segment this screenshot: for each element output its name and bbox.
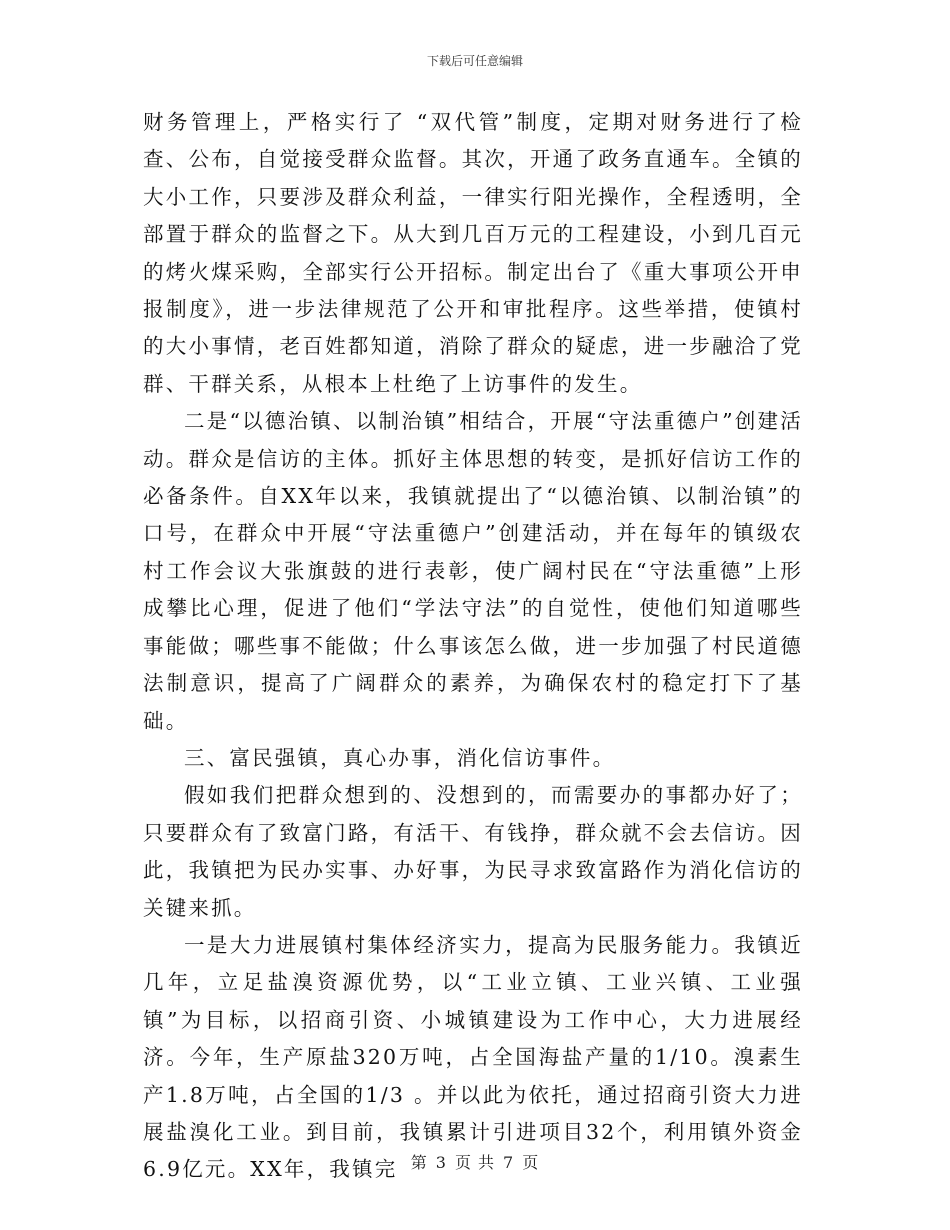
page-suffix: 页 <box>522 1153 540 1172</box>
paragraph: 财务管理上，严格实行了 “双代管”制度，定期对财务进行了检查、公布，自觉接受群众监督。其次，开通了政务直通车。全镇的大小工作，只要涉及群众利益，一律实行阳光操作，全程透明，全部置于群众的监督之下。从大到几百万元的工程建设，小到几百元的烤火煤采购，全部实行公开招标。制定出台了《重大事项公开申报制度》，进一步法律规范了公开和审批程序。这些举措，使镇村的大小事情，老百姓都知道，消除了群众的疑虑，进一步融洽了党群、干群关系，从根本上杜绝了上访事件的发生。 <box>143 110 803 396</box>
document-body <box>143 104 803 1189</box>
page-header: 下载后可任意编辑 <box>426 54 523 68</box>
page-middle: 页 共 <box>454 1153 496 1172</box>
paragraph: 一是大力进展镇村集体经济实力，提高为民服务能力。我镇近几年，立足盐溴资源优势，以“工业立镇、工业兴镇、工业强镇”为目标，以招商引资、小城镇建设为工作中心，大力进展经济。今年，生产原盐320万吨，占全国海盐产量的1/10。溴素生产1.8万吨，占全国的1/3 。并以此为依托，通过招商引资大力进展盐溴化工业。到目前，我镇累计引进项目32个，利用镇外资金6.9亿元。XX年，我镇完 <box>143 932 803 1182</box>
section-heading: 三、富民强镇，真心办事，消化信访事件。 <box>184 745 616 770</box>
paragraph: 假如我们把群众想到的、没想到的，而需要办的事都办好了；只要群众有了致富门路，有活干、有钱挣，群众就不会去信访。因此，我镇把为民办实事、办好事，为民寻求致富路作为消化信访的关键来抓。 <box>143 783 803 920</box>
paragraph: 二是“以德治镇、以制治镇”相结合，开展“守法重德户”创建活动。群众是信访的主体。抓好主体思想的转变，是抓好信访工作的必备条件。自XX年以来，我镇就提出了“以德治镇、以制治镇”的口号，在群众中开展“守法重德户”创建活动，并在每年的镇级农村工作会议大张旗鼓的进行表彰，使广阔村民在“守法重德”上形成攀比心理，促进了他们“学法守法”的自觉性，使他们知道哪些事能做；哪些事不能做；什么事该怎么做，进一步加强了村民道德法制意识，提高了广阔群众的素养，为确保农村的稳定打下了基础。 <box>143 409 803 733</box>
total-pages: 7 <box>503 1153 515 1172</box>
page-number <box>0 1150 950 1173</box>
page-prefix: 第 <box>410 1153 428 1172</box>
current-page: 3 <box>435 1153 447 1172</box>
